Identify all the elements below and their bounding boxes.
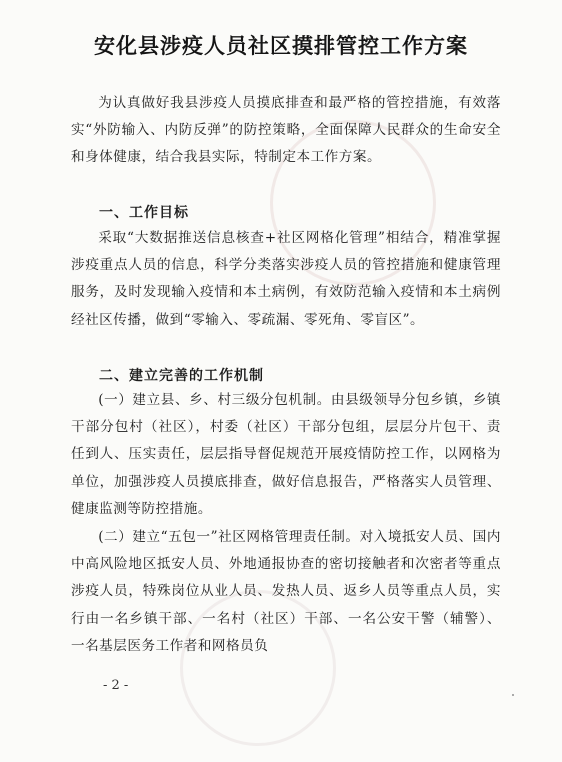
goals-paragraph: 采取“大数据推送信息核查+社区网格化管理”相结合，精准掌握涉疫重点人员的信息，科学分类落实涉疫人员的管控措施和健康管理服务，及时发现输入疫情和本土病例，有效防范输入疫情和本土病例经社区传播，做到“零输入、零疏漏、零死角、零盲区”。 <box>71 230 501 328</box>
section-heading-mechanism: 二、建立完善的工作机制 <box>99 368 264 384</box>
document-title: 安化县涉疫人员社区摸排管控工作方案 <box>94 33 468 58</box>
scan-dot <box>512 694 514 696</box>
mechanism-item-1: (一）建立县、乡、村三级分包机制。由县级领导分包乡镇，乡镇干部分包村（社区），村委（社区）干部分包组，层层分片包干、责任到人、压实责任，层层指导督促规范开展疫情防控工作，以网格为单位，加强涉疫人员摸底排查，做好信息报告，严格落实人员管理、健康监测等防控措施。 <box>71 392 501 517</box>
intro-paragraph: 为认真做好我县涉疫人员摸底排查和最严格的管控措施，有效落实“外防输入、内防反弹”的防控策略，全面保障人民群众的生命安全和身体健康，结合我县实际，特制定本工作方案。 <box>71 95 501 166</box>
page-number: - 2 - <box>103 678 129 693</box>
mechanism-item-2: (二）建立“五包一”社区网格管理责任制。对入境抵安人员、国内中高风险地区抵安人员、外地通报协查的密切接触者和次密者等重点涉疫人员，特殊岗位从业人员、发热人员、返乡人员等重点人员，实行由一名乡镇干部、一名村（社区）干部、一名公安干警（辅警）、一名基层医务工作者和网格员负 <box>71 529 501 654</box>
section-heading-goals: 一、工作目标 <box>99 205 189 221</box>
